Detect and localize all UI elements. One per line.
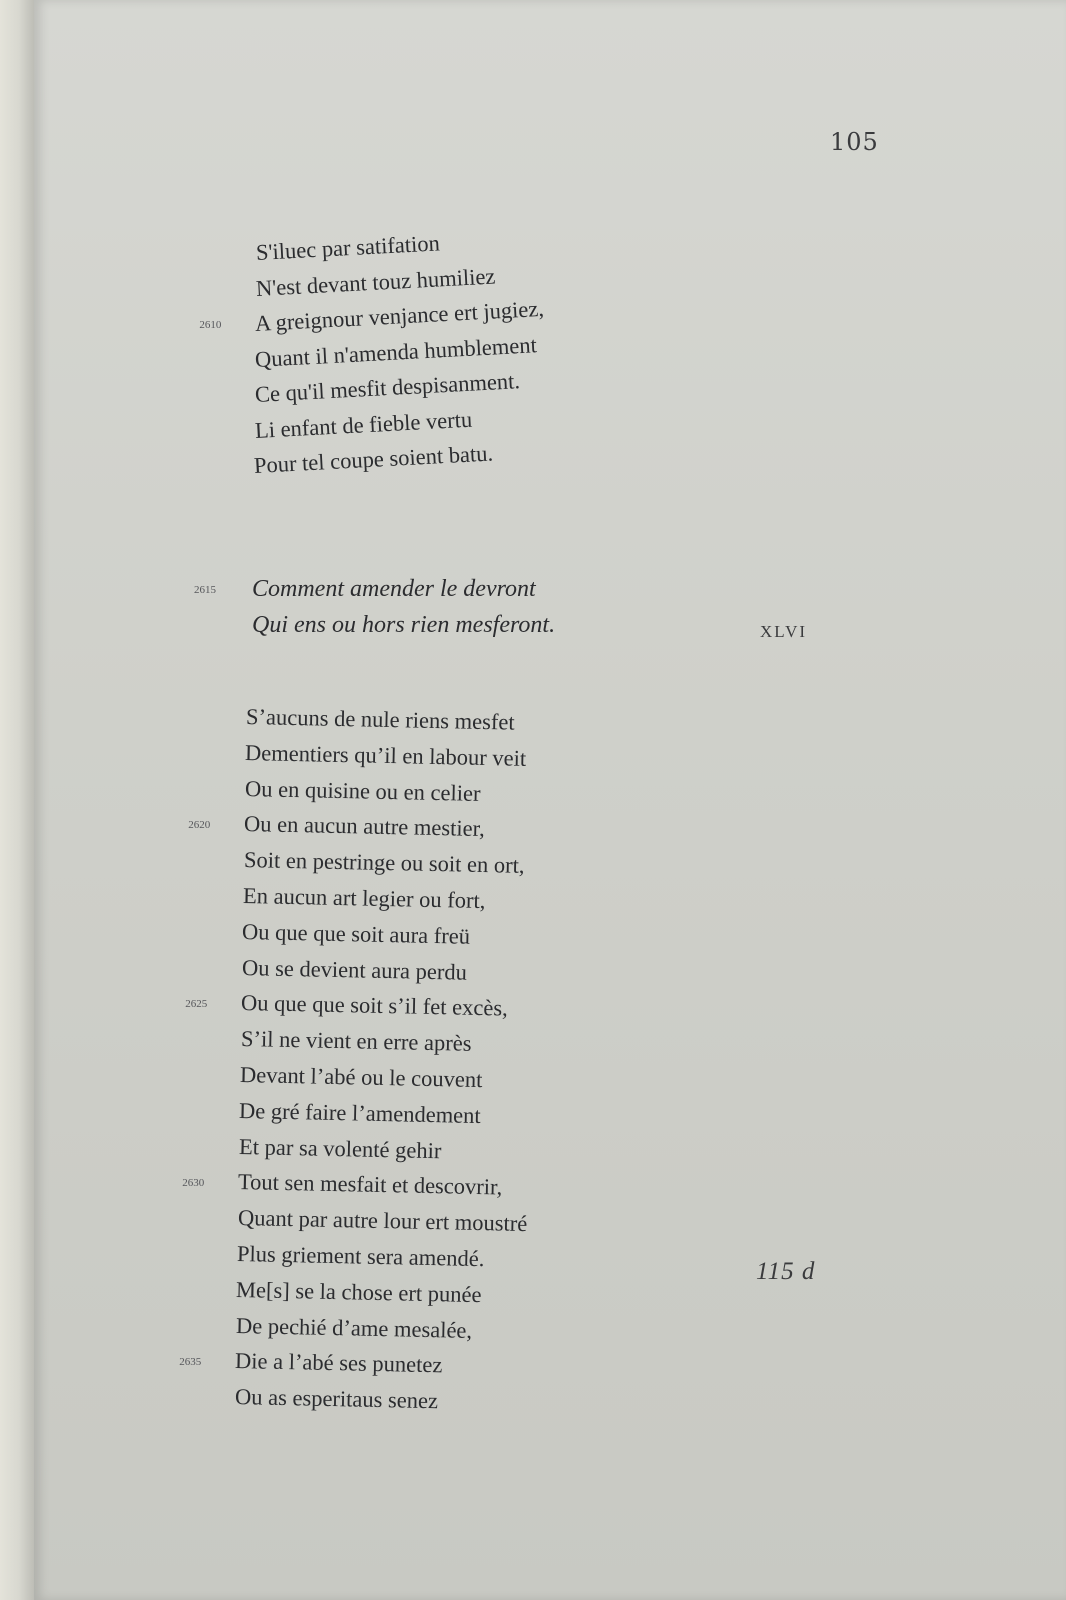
- verse-line: De pechié d’ame mesalée,: [235, 1312, 473, 1343]
- verse-line: Qui ens ou hors rien mesferont.: [252, 612, 556, 638]
- verse-line: Ou que que soit s’il fet excès,: [240, 990, 509, 1021]
- verse-line: A greignour venjance ert jugiez,: [254, 295, 545, 336]
- verse-line: Ou en aucun autre mestier,: [243, 811, 486, 842]
- verse-line: S'iluec par satifation: [255, 230, 441, 265]
- verse-line: En aucun art legier ou fort,: [242, 883, 486, 914]
- line-number: 2635: [179, 1356, 202, 1369]
- folio-marker: 115 d: [756, 1258, 816, 1285]
- verse-line: Ou as esperitaus senez: [234, 1384, 438, 1414]
- verse-line: Comment amender le devront: [252, 576, 536, 602]
- verse-line: Plus griement sera amendé.: [236, 1241, 485, 1272]
- chapter-number: XLVI: [760, 622, 808, 641]
- book-page: [34, 0, 1066, 1600]
- verse-line: Quant par autre lour ert moustré: [237, 1205, 528, 1237]
- line-number: 2610: [199, 319, 222, 331]
- verse-line: Dementiers qu’il en labour veit: [245, 739, 527, 771]
- verse-line: Quant il n'amenda humblement: [254, 331, 538, 372]
- verse-line: Pour tel coupe soient batu.: [253, 440, 494, 478]
- verse-line: Tout sen mesfait et descovrir,: [237, 1169, 503, 1200]
- verse-line: Ou en quisine ou en celier: [244, 775, 481, 806]
- line-number: 2620: [188, 819, 211, 832]
- verse-line: Devant l’abé ou le couvent: [239, 1062, 483, 1093]
- verse-line: De gré faire l’amendement: [239, 1097, 482, 1128]
- line-number: 2615: [194, 584, 216, 596]
- verse-line: Ce qu'il mesfit despisanment.: [254, 368, 521, 407]
- verse-line: N'est devant touz humiliez: [255, 262, 496, 301]
- verse-line: Li enfant de fieble vertu: [253, 406, 473, 443]
- verse-line: Soit en pestringe ou soit en ort,: [243, 847, 525, 879]
- verse-line: S’il ne vient en erre après: [240, 1026, 472, 1057]
- verse-line: Ou que que soit aura freü: [242, 918, 471, 949]
- page-number: 105: [830, 128, 879, 156]
- verse-line: Et par sa volenté gehir: [238, 1133, 442, 1163]
- line-number: 2625: [185, 998, 208, 1011]
- verse-line: Ou se devient aura perdu: [241, 954, 467, 985]
- book-gutter: [0, 0, 34, 1600]
- verse-line: Die a l’abé ses punetez: [234, 1348, 443, 1378]
- verse-line: S’aucuns de nule riens mesfet: [245, 704, 515, 735]
- line-number: 2630: [182, 1177, 205, 1190]
- verse-line: Me[s] se la chose ert punée: [236, 1276, 483, 1307]
